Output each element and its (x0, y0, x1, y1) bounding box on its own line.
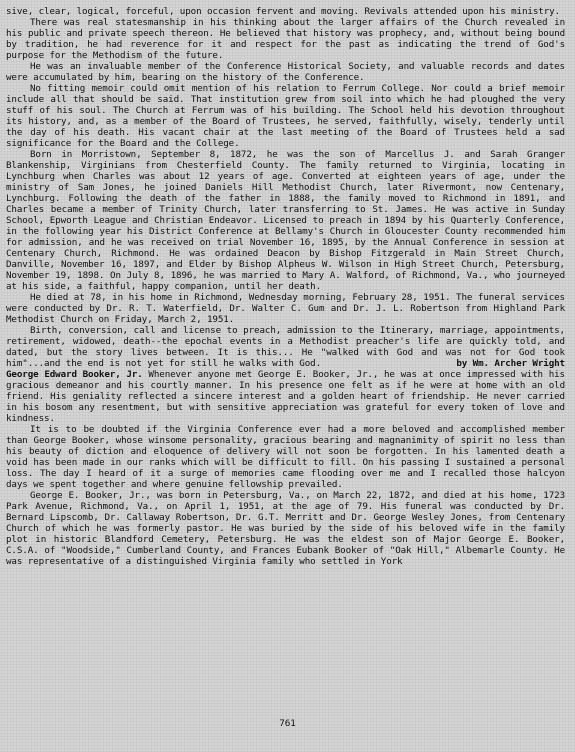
paragraph-booker-2: It is to be doubted if the Virginia Conference ever had a more beloved and accomplished member than George Booker, whose winsome personality, gracious bearing and magnanimity of spirit no less than his beauty of diction and eloquence of delivery will not soon be forgotten. In his lamented death a void has been made in our ranks which will be difficult to fill. On his passing I sustained a personal loss. The day I heard of it a surge of memories came flooding over me and I recalled those halcyon days we spent together and where genuine fellowship prevailed. (6, 424, 565, 490)
paragraph-6: He died at 78, in his home in Richmond, Wednesday morning, February 28, 1951. The funeral services were conducted by Dr. R. T. Waterfield, Dr. Walter C. Gum and Dr. J. L. Robertson from Highland Park Methodist Church on Friday, March 2, 1951. (6, 292, 565, 325)
paragraph-5: Born in Morristown, September 8, 1872, he was the son of Marcellus J. and Sarah Granger Blankenship, Virginians from Chesterfield County. The family returned to Virginia, locating in Lynchburg when Charles was about 12 years of age. Converted at eighteen years of age, under the ministry of Sam Jones, he joined Daniels Hill Methodist Church, later Rivermont, now Centenary, Lynchburg. Following the death of the father in 1888, the family moved to Richmond in 1891, and Charles became a member of Trinity Church, later transferring to St. James. He was active in Sunday School, Epworth League and Christian Endeavor. Licensed to preach in 1894 by his Quarterly Conference, in the following year his District Conference at Bellamy's Church in Gloucester County recommended him for admission, and he was received on trial November 16, 1895, by the Annual Conference in session at Centenary Church, Richmond. He was ordained Deacon by Bishop Fitzgerald in Main Street Church, Danville, November 16, 1897, and Elder by Bishop Alpheus W. Wilson in High Street Church, Petersburg, November 19, 1898. On July 8, 1896, he was married to Mary A. Walford, of Richmond, Va., who journeyed at his side, a faithful, happy companion, until her death. (6, 149, 565, 292)
memoir-lead-text: Whenever anyone met George E. Booker, Jr., he was at once impressed with his gracious demeanor and his courtly manner. In his presence one felt as if he were at home with an old friend. His geniality reflected a sincere interest and a golden heart of friendship. He never carried in his bosom any resentment, but with sensitive appreciation was grateful for every token of love and kindness. (6, 369, 565, 424)
author-signature: by Wm. Archer Wright (456, 358, 565, 369)
paragraph-2: There was real statesmanship in his thinking about the larger affairs of the Church revealed in his public and private speech thereon. He believed that history was prophecy, and, without being bound by tradition, he had reverence for it and respect for the past as indicating the trend of God's purpose for the Methodism of the future. (6, 17, 565, 61)
paragraph-booker-3: George E. Booker, Jr., was born in Petersburg, Va., on March 22, 1872, and died at his home, 1723 Park Avenue, Richmond, Va., on April 1, 1951, at the age of 79. His funeral was conducted by Dr. Bernard Lipscomb, Dr. Callaway Robertson, Dr. G.T. Merritt and Dr. George Wesley Jones, from Centenary Church of which he was formerly pastor. He was buried by the side of his beloved wife in the family plot in historic Blandford Cemetery, Petersburg. He was the eldest son of Major George E. Booker, C.S.A. of "Woodside," Cumberland County, and Frances Eubank Booker of "Oak Hill," Albemarle County. He was representative of a distinguished Virginia family who settled in York (6, 490, 565, 567)
page-number: 761 (279, 718, 296, 729)
paragraph-3: He was an invaluable member of the Conference Historical Society, and valuable records and dates were accumulated by him, bearing on the history of the Conference. (6, 61, 565, 83)
paragraph-1: sive, clear, logical, forceful, upon occasion fervent and moving. Revivals attended upon his ministry. (6, 6, 560, 17)
paragraph-4: No fitting memoir could omit mention of his relation to Ferrum College. Nor could a brief memoir include all that should be said. That institution grew from soil into which he had ploughed the very stuff of his soul. The Church at Ferrum was of his building. The School held his devotion throughout its history, and, as a member of the Board of Trustees, he served, faithfully, wisely, tenderly until the day of his death. His vacant chair at the last meeting of the Board of Trustees held a sad significance for the Board and the College. (6, 83, 565, 149)
memoir-text (6, 6, 565, 567)
paragraph-7: Birth, conversion, call and license to preach, admission to the Itinerary, marriage, appointments, retirement, widowed, death--the epochal events in a Methodist preacher's life are quickly told, and dated, but the story lives between. It is this... He "walked with God and was not for God took him"...and the end is not yet for still he walks with God. (6, 325, 565, 369)
memoir-heading: George Edward Booker, Jr. (6, 369, 143, 380)
memoir-booker-intro (6, 369, 565, 424)
